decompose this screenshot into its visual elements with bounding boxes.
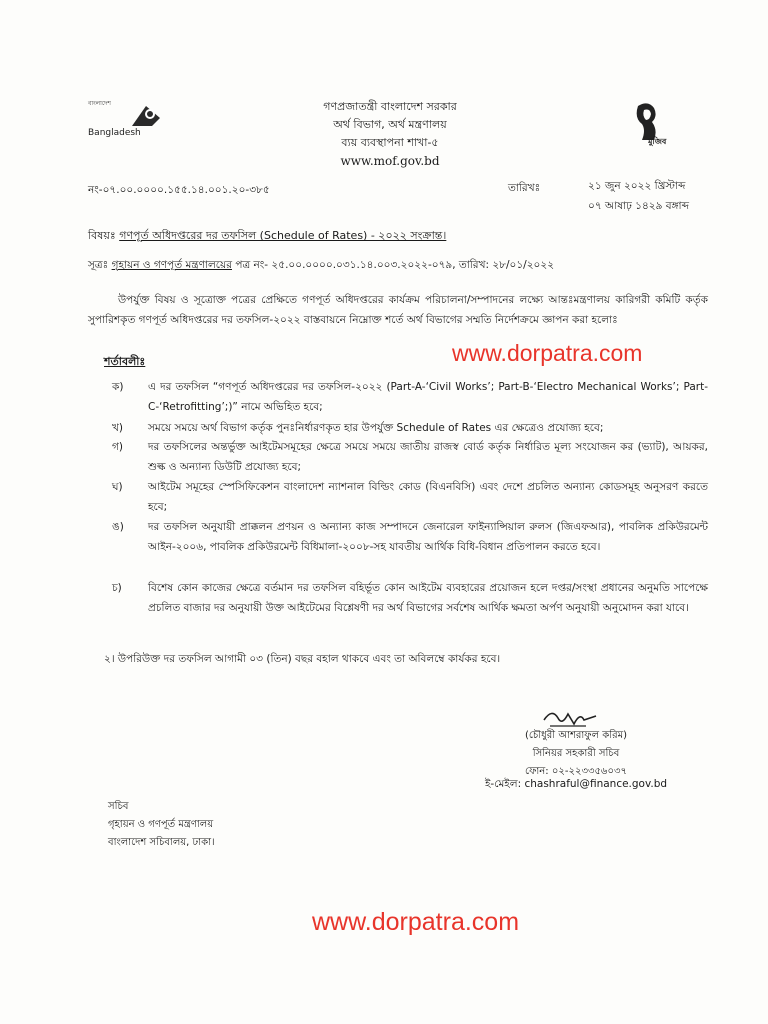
website-link[interactable]: www.mof.gov.bd — [340, 154, 440, 168]
recipient-ministry: গৃহায়ন ও গণপূর্ত মন্ত্রণালয় — [108, 819, 214, 830]
condition-item — [112, 437, 708, 477]
condition-label: গ) — [112, 441, 123, 453]
condition-label: ঙ) — [112, 521, 124, 533]
signer-phone: ফোন: ০২-২২৩৩৫৬০৩৭ — [525, 766, 627, 777]
logo-caption: Bangladesh — [88, 128, 141, 138]
condition-text: বিশেষ কোন কাজের ক্ষেত্রে বর্তমান দর তফসিল বহির্ভূত কোন আইটেম ব্যবহারের প্রয়োজন হলে দপ্তর/সংস্থা প্রধানের অনুমতি সাপেক্ষে প্রচলিত বাজার দর অনুযায়ী উক্ত আইটেমের বিশ্লেষণী দর অর্থ বিভাগের সর্বশেষ আর্থিক ক্ষমতা অর্পণ অনুযায়ী অনুমোদন করা যাবে। — [148, 582, 708, 614]
branch-name: ব্যয় ব্যবস্থাপনা শাখা-৫ — [341, 136, 439, 149]
conditions-title: শর্তাবলীঃ — [104, 355, 146, 368]
letterhead — [240, 98, 540, 170]
subject-line — [88, 227, 446, 246]
emblem-text: মুজিব — [648, 137, 667, 146]
reference-line — [88, 258, 554, 275]
watermark-bottom: www.dorpatra.com — [312, 908, 520, 936]
division-name: অর্থ বিভাগ, অর্থ মন্ত্রণালয় — [333, 118, 447, 131]
memo-number: নং-০৭.০০.০০০০.১৫৫.১৪.০০১.২০-৩৮৫ — [88, 184, 270, 196]
recipient-block — [108, 798, 215, 852]
signer-block — [456, 727, 696, 781]
condition-text: সময়ে সময়ে অর্থ বিভাগ কর্তৃক পুনঃনির্ধারণকৃত হার উপর্যুক্ত Schedule of Rates এর ক্ষেত্রেও প্রযোজ্য হবে; — [148, 422, 604, 434]
condition-text: এ দর তফসিল “গণপূর্ত অধিদপ্তরের দর তফসিল-২০২২ (Part-A-‘Civil Works’; Part-B-‘Electro Mechanical Works’; Part-C-‘Retrofitting’;)” নামে অভিহিত হবে; — [148, 381, 708, 413]
paragraph-2: ২। উপরিউক্ত দর তফসিল আগামী ০৩ (তিন) বছর বহাল থাকবে এবং তা অবিলম্বে কার্যকর হবে। — [104, 653, 501, 665]
date-label: তারিখঃ — [508, 182, 541, 194]
recipient-title: সচিব — [108, 801, 129, 812]
condition-label: খ) — [112, 422, 123, 434]
recipient-address: বাংলাদেশ সচিবালয়, ঢাকা। — [108, 837, 215, 848]
subject-text: গণপূর্ত অধিদপ্তরের দর তফসিল (Schedule of Rates) - ২০২২ সংক্রান্ত। — [119, 229, 447, 242]
condition-item — [112, 377, 708, 417]
condition-item — [112, 477, 708, 517]
govt-name: গণপ্রজাতন্ত্রী বাংলাদেশ সরকার — [323, 100, 457, 113]
subject-label: বিষয়ঃ — [88, 229, 116, 242]
condition-item — [112, 517, 708, 557]
condition-label: ঘ) — [112, 481, 123, 493]
signature-text — [540, 706, 541, 707]
reference-text: পত্র নং- ২৫.০০.০০০০.০৩১.১৪.০০৩.২০২২-০৭৯, তারিখ: ২৮/০১/২০২২ — [235, 259, 555, 271]
watermark-top: www.dorpatra.com — [452, 340, 643, 366]
condition-label: ক) — [112, 381, 124, 393]
signer-name: (চৌধুরী আশরাফুল করিম) — [524, 730, 628, 741]
mujib-emblem — [624, 100, 676, 152]
bangladesh-logo — [86, 98, 166, 150]
date-gregorian: ২১ জুন ২০২২ খ্রিস্টাব্দ — [588, 180, 686, 192]
condition-text: আইটেম সমূহের স্পেসিফিকেশন বাংলাদেশ ন্যাশনাল বিল্ডিং কোড (বিএনবিসি) এবং দেশে প্রচলিত অন্যান্য কোডসমূহ অনুসরণ করতে হবে; — [148, 481, 708, 513]
reference-label: সূত্রঃ — [88, 259, 109, 271]
signer-email[interactable]: ই-মেইল: chashraful@finance.gov.bd — [484, 778, 668, 790]
date-block — [588, 176, 689, 216]
condition-label: চ) — [112, 582, 122, 594]
condition-text: দর তফসিলের অন্তর্ভুক্ত আইটেমসমূহের ক্ষেত্রে সময়ে সময়ে জাতীয় রাজস্ব বোর্ড কর্তৃক নির্ধারিত মূল্য সংযোজন কর (ভ্যাট), আয়কর, শুল্ক ও অন্যান্য ডিউটি প্রযোজ্য হবে; — [148, 441, 708, 473]
logo-mark-icon — [130, 100, 164, 130]
reference-ministry: গৃহায়ন ও গণপূর্ত মন্ত্রণালয়ের — [111, 259, 232, 271]
logo-text: বাংলাদেশ — [88, 100, 111, 107]
intro-paragraph: উপর্যুক্ত বিষয় ও সূত্রোক্ত পত্রের প্রেক্ষিতে গণপূর্ত অধিদপ্তরের কার্যক্রম পরিচালনা/সম্পাদনের লক্ষ্যে আন্তঃমন্ত্রণালয় কারিগরী কমিটি কর্তৃক সুপারিশকৃত গণপূর্ত অধিদপ্তরের দর তফসিল-২০২২ বাস্তবায়নে নিম্নোক্ত শর্তে অর্থ বিভাগের সম্মতি নির্দেশক্রমে জ্ঞাপন করা হলোঃ — [88, 294, 708, 326]
condition-item — [112, 418, 708, 438]
date-bangla: ০৭ আষাঢ় ১৪২৯ বঙ্গাব্দ — [588, 200, 689, 212]
condition-text: দর তফসিল অনুযায়ী প্রাক্কলন প্রণয়ন ও অন্যান্য কাজ সম্পাদনে জেনারেল ফাইন্যান্সিয়াল রুলস (জিএফআর), পাবলিক প্রকিউরমেন্ট আইন-২০০৬, পাবলিক প্রকিউরমেন্ট বিধিমালা-২০০৮-সহ যাবতীয় আর্থিক বিধি-বিধান প্রতিপালন করতে হবে। — [148, 521, 708, 553]
signer-designation: সিনিয়র সহকারী সচিব — [532, 748, 620, 759]
condition-item — [112, 578, 708, 618]
